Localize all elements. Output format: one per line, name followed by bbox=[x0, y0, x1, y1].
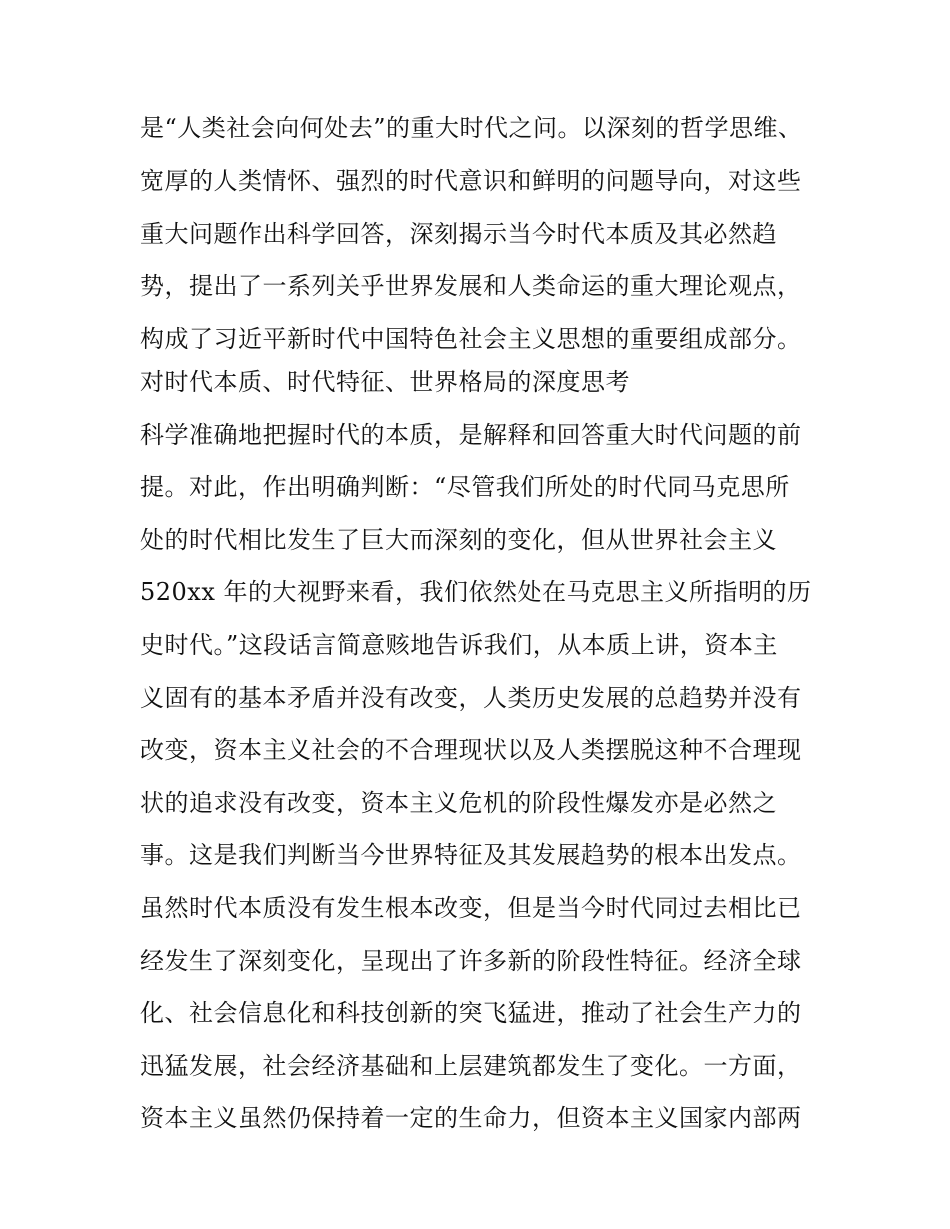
text-line: 义固有的基本矛盾并没有改变，人类历史发展的总趋势并没有 bbox=[140, 684, 802, 712]
section-heading: 对时代本质、时代特征、世界格局的深度思考 bbox=[140, 368, 630, 396]
text-line: 资本主义虽然仍保持着一定的生命力，但资本主义国家内部两 bbox=[140, 1104, 802, 1132]
text-line: 势，提出了一系列关乎世界发展和人类命运的重大理论观点， bbox=[140, 272, 802, 300]
text-line: 宽厚的人类情怀、强烈的时代意识和鲜明的问题导向，对这些 bbox=[140, 167, 802, 195]
text-line: 构成了习近平新时代中国特色社会主义思想的重要组成部分。 bbox=[140, 325, 802, 353]
text-line: 化、社会信息化和科技创新的突飞猛进，推动了社会生产力的 bbox=[140, 999, 802, 1027]
text-line: 改变，资本主义社会的不合理现状以及人类摆脱这种不合理现 bbox=[140, 736, 802, 764]
text-line: 史时代。”这段话言简意赅地告诉我们，从本质上讲，资本主 bbox=[140, 631, 778, 659]
text-line: 经发生了深刻变化，呈现出了许多新的阶段性特征。经济全球 bbox=[140, 947, 802, 975]
text-line: 事。这是我们判断当今世界特征及其发展趋势的根本出发点。 bbox=[140, 841, 802, 869]
text-line: 重大问题作出科学回答，深刻揭示当今时代本质及其必然趋 bbox=[140, 220, 777, 248]
text-line: 是“人类社会向何处去”的重大时代之问。以深刻的哲学思维、 bbox=[140, 114, 803, 142]
text-line: 提。对此，作出明确判断：“尽管我们所处的时代同马克思所 bbox=[140, 473, 790, 501]
text-line: 虽然时代本质没有发生根本改变，但是当今时代同过去相比已 bbox=[140, 894, 802, 922]
text-line: 迅猛发展，社会经济基础和上层建筑都发生了变化。一方面， bbox=[140, 1052, 802, 1080]
text-line: 状的追求没有改变，资本主义危机的阶段性爆发亦是必然之 bbox=[140, 789, 777, 817]
text-line: 科学准确地把握时代的本质，是解释和回答重大时代问题的前 bbox=[140, 421, 802, 449]
text-line: 处的时代相比发生了巨大而深刻的变化，但从世界社会主义 bbox=[140, 526, 777, 554]
text-line: 520xx 年的大视野来看，我们依然处在马克思主义所指明的历 bbox=[140, 578, 812, 606]
